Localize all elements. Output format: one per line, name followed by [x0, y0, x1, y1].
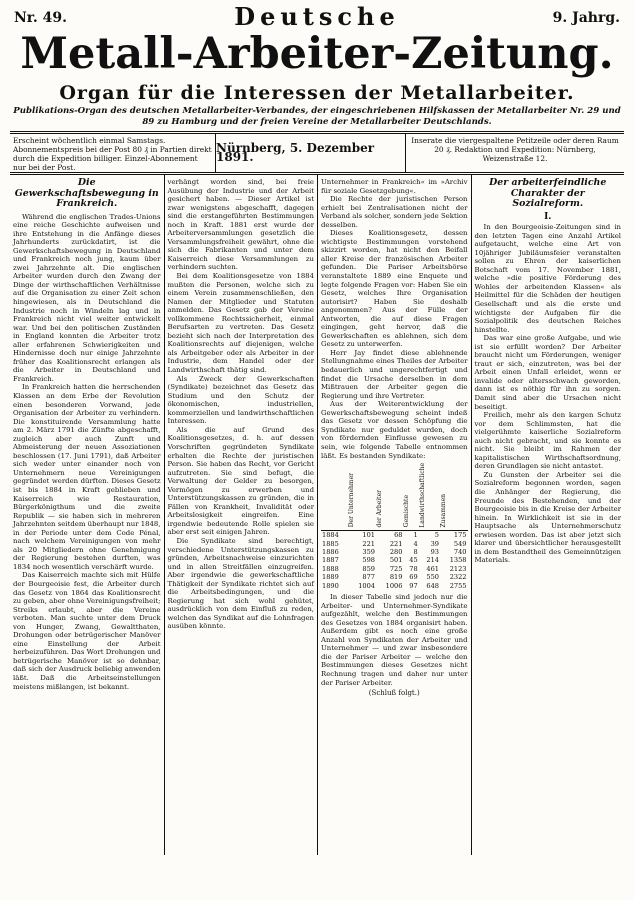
table-cell: 4: [413, 539, 418, 548]
table-cell: 221: [362, 539, 375, 548]
table-header: [321, 463, 348, 531]
table-cell: 1889: [322, 573, 339, 582]
table-cell: 725: [389, 564, 403, 573]
paragraph: Aus der Weiterentwicklung der Gewerkschaftsbewegung scheint indeß das Gesetz vor dessen Schöpfung die Syndikate nur geduldet wurden, doch von fördernden Einflusse gewesen zu sein, wie folgende Tabelle entnommen läßt. Es bestanden Syndikate:: [321, 400, 468, 460]
table-cell: 68: [394, 531, 403, 540]
table-cell: 550: [426, 573, 439, 582]
volume-year: 9. Jahrg.: [552, 10, 620, 26]
table-cell: 1006: [385, 581, 403, 590]
article-columns: [10, 175, 624, 855]
table-header: Gemischte: [403, 463, 418, 531]
table-cell: 39: [430, 539, 439, 548]
table-row: [321, 582, 468, 590]
table-cell: 2123: [449, 564, 467, 573]
table-cell: 69: [409, 573, 418, 582]
table-cell: 1890: [322, 581, 339, 590]
paragraph: Herr Jay findet diese ablehnende Stellungnahme eines Theiles der Arbeiter bedauerlich und ungerechtfertigt und findet die Ursache derselben in dem Mißtrauen der Arbeiter gegen die Regierung und ihre Vertreter.: [321, 348, 468, 400]
table-cell: 359: [362, 548, 375, 556]
table-cell: 1886: [322, 548, 339, 556]
table-cell: 1887: [322, 556, 339, 565]
table-header-row: [321, 463, 468, 531]
table-cell: 221: [389, 539, 403, 548]
paragraph: Während die englischen Trades-Unions eine reiche Geschichte aufweisen und ihre Entstehung in die Anfänge dieses Jahrhunderts zurückdatirt, ist die Gewerkschaftsbewegung in Deutschland und Frankreich noch jung, kaum über zwei Jahrzehnte alt. Die englischen Arbeiter wurden durch den Zwang der Dinge der wirthschaftlichen Verhältnisse auf die Organisation zu einer Zeit schon hingewiesen, als in Deutschland die Industrie noch in Windeln lag und in Frankreich nicht viel weiter entwickelt war. Und bei den politischen Zuständen in England konnten die Arbeiter trotz aller erfahrenen Schwierigkeiten und Hindernisse doch nur einige Jahrzehnte früher das Koalitionsrecht erlangen als die Arbeiter in Deutschland und Frankreich.: [13, 212, 161, 383]
table-header: Der Unternehmer: [348, 463, 375, 531]
newspaper-title: Metall-Arbeiter-Zeitung.: [20, 29, 614, 79]
table-row: [321, 556, 468, 564]
table-row: [321, 531, 468, 540]
column-3: [317, 175, 471, 855]
paragraph: Die Syndikate sind berechtigt, verschiedene Unterstützungskassen zu gründen, Arbeitsnachweise einzurichten und in allen Streitfällen einzugreifen. Aber irgendwie die gewerkschaftliche Thätigkeit der Syndikate richtet sich auf die Arbeitsbedingungen, und die Regierung hat sich wohl gehütet, ausdrücklich von dem Einfluß zu reden, welchen das Syndikat auf die Lohnfragen ausüben könnte.: [167, 536, 314, 631]
table-cell: 877: [362, 573, 375, 582]
paragraph: Das war eine große Aufgabe, und wie ist sie erfüllt worden? Der Arbeiter braucht nicht um Förderungen, weniger traut er sich, einzutreten, was bei der Arbeit einen Unfall erleidet, wenn er invalide oder altersschwach geworden, dann ist es nöthig für ihn zu sorgen. Damit sind aber die Ursachen nicht beseitigt.: [474, 334, 621, 411]
title-top: Deutsche: [234, 2, 400, 31]
table-cell: 740: [453, 548, 467, 556]
table-cell: 549: [453, 539, 467, 548]
paragraph: Als die auf Grund des Koalitionsgesetzes, d. h. auf dessen Vorschriften gegründeten Syndikate erhalten die Rechte der juristischen Person. Sie haben das Recht, vor Gericht aufzutreten. Sie sind befugt, die Verwaltung der Gelder zu besorgen, Vermögen zu erwerben und Unterstützungskassen zu gründen, die in Fällen von Krankheit, Invalidität oder Arbeitslosigkeit eingreifen. Eine irgendwie bedeutende Rolle spielen sie aber erst seit einigen Jahren.: [167, 425, 314, 537]
table-cell: 280: [389, 548, 403, 556]
table-cell: 101: [362, 531, 375, 540]
table-cell: 93: [430, 548, 439, 556]
paragraph: Dieses Koalitionsgesetz, dessen wichtigste Bestimmungen vorstehend skizzirt worden, hat nicht den Beifall aller Kreise der französischen Arbeiter gefunden. Die Pariser Arbeitsbörse veranstaltete 1889 eine Enquete und legte folgende Fragen vor: Haben Sie ein Gesetz, welches Ihre Organisation autorisirt? Haben Sie deshalb angenommen? Aus der Fülle der Antworten, die auf diese Fragen eingingen, geht hervor, daß die Gewerkschaften es ablehnen, sich dem Gesetz zu unterwerfen.: [321, 229, 468, 349]
table-cell: 1885: [322, 539, 339, 548]
table-row: [321, 573, 468, 581]
table-cell: 1358: [449, 556, 467, 565]
advertising-info: Inserate die viergespaltene Petitzeile oder deren Raum 20 ₰. Redaktion und Expedition: Nürnberg, Weizenstraße 12.: [411, 136, 619, 163]
table-cell: 859: [362, 564, 375, 573]
table-row: [321, 548, 468, 556]
table-body: [321, 531, 468, 590]
paragraph: Als Zweck der Gewerkschaften (Syndikate) bezeichnet das Gesetz das Studium und den Schutz der ökonomischen, industriellen, kommerziellen und landwirthschaftlichen Interessen.: [167, 374, 314, 426]
paragraph: In dieser Tabelle sind jedoch nur die Arbeiter- und Unternehmer-Syndikate aufgezählt, welche den Bestimmungen des Gesetzes von 1884 organisirt haben. Außerdem gibt es noch eine große Anzahl von Syndikaten der Arbeiter und Unternehmer — und zwar insbesondere die der Pariser Arbeiter — welche den Bestimmungen dieses Gesetzes nicht Rechnung tragen und daher nur unter der Pariser Arbeiter.: [321, 593, 468, 687]
column-2: [164, 175, 318, 855]
table-cell: 8: [413, 548, 418, 556]
table-header: Landwirthschaftliche: [419, 463, 440, 531]
organ-subtitle: Organ für die Interessen der Metallarbeiter.: [59, 82, 575, 104]
continued-note: (Schluß folgt.): [368, 689, 420, 698]
table-row: [321, 565, 468, 573]
masthead-top-line: [10, 2, 624, 31]
syndicate-table: [321, 463, 468, 590]
paragraph: Das Kaiserreich machte sich mit Hülfe der Bourgeoisie fest, die Arbeiter durch das Gesetz von 1864 das Koalitionsrecht zu geben, aber ohne Vereinigungsfreiheit; Streiks erlaubt, aber die Vereine verboten. Man suchte unter dem Druck von Hunger, Zwang, Gewaltthaten, Drohungen oder betrügerischer Manöver eine Einstellung der Arbeit herbeizuführen. Das Wort Drohungen und betrügerische Manöver ist so dehnbar, daß sich der Ausdruck beliebig anwenden läßt. Daß die Arbeitseinstellungen meistens mißlangen, ist bekannt.: [13, 571, 161, 691]
paragraph: Zu Gunsten der Arbeiter sei die Sozialreform begonnen worden, sagen die Anhänger der Regierung, die Freunde des Bestehenden, und der Bourgeoisie bis in die Kreise der Arbeiter hinein. In Wirklichkeit ist sie in der Hauptsache als Unternehmerschutz erwiesen worden. Das ist aber jetzt sich klarer und übersichtlicher herausgestellt in dem Bestandtheil des Gemeinnützigen Materials.: [474, 470, 621, 565]
column-4: [471, 175, 625, 855]
paragraph: Freilich, mehr als den kargen Schutz vor dem Schlimmsten, hat die vielgerühmte kaiserliche Sozialreform auch nicht gebracht, und sie konnte es nicht. Sie bleibt im Rahmen der kapitalistischen Wirthschaftsordnung, deren Grundlagen sie nicht antastet.: [474, 411, 621, 471]
table-cell: 819: [389, 573, 403, 582]
article-heading: Der arbeiterfeindliche Charakter der Sozialreform.: [489, 177, 607, 209]
table-row: [321, 540, 468, 548]
issue-number: Nr. 49.: [14, 10, 67, 26]
table-cell: 45: [409, 556, 418, 565]
issue-date: Nürnberg, 5. Dezember 1891.: [216, 134, 406, 172]
table-cell: 501: [389, 556, 403, 565]
publication-line: Publikations-Organ des deutschen Metallarbeiter-Verbandes, der eingeschriebenen Hilfskassen der Metallarbeiter Nr. 29 und 89 zu Hamburg und der freien Vereine der Metallarbeiter Deutschlands.: [13, 106, 621, 127]
table-cell: 78: [409, 564, 418, 573]
table-cell: 1: [413, 531, 418, 540]
table-cell: 175: [453, 531, 467, 540]
paragraph: In den Bourgeoisie-Zeitungen sind in den letzten Tagen eine Anzahl Artikel aufgetaucht, welche eine Art von 10jähriger Jubiläumsfeier veranstalten sollen zu Ehren der kaiserlichen Botschaft vom 17. November 1881, welche »die positive Förderung des Wohles der arbeitenden Klassen« als Heilmittel für die Schäden der heutigen Gesellschaft und als die erste und wichtigste der Aufgaben für die Sozialpolitik des deutschen Reiches hinstellte.: [474, 223, 621, 334]
table-cell: 5: [434, 531, 439, 540]
paragraph: Die Rechte der juristischen Person erhielt bei Zentralisationen nicht der Verband als solcher, sondern jede Sektion desselben.: [321, 195, 468, 229]
paragraph: Unternehmer in Frankreich« im »Archiv für soziale Gesetzgebung«.: [321, 178, 468, 195]
column-1: [10, 175, 164, 855]
table-cell: 598: [362, 556, 375, 565]
table-cell: 648: [426, 581, 439, 590]
table-cell: 1888: [322, 564, 339, 573]
paragraph: verhängt worden sind, bei freie Ausübung der Industrie und der Arbeit gesichert haben. — Dieser Artikel ist zwar wenigstens abgeschafft, dagegen sind die erstangeführten Bestimmungen noch in Kraft. 1881 erst wurde der Arbeiterversammlungen gesetzlich die Versammlungsfreiheit gewährt, ohne die sich die Fabrikanten und unter dem Kaiserreich diese Versammlungen zu verhindern suchten.: [167, 178, 314, 272]
info-bar: [10, 134, 624, 172]
table-cell: 2322: [449, 573, 467, 582]
section-number: I.: [544, 211, 552, 222]
table-header: Zusammen: [440, 463, 468, 531]
table-header: der Arbeiter: [376, 463, 403, 531]
paragraph: Bei dem Koalitionsgesetze von 1884 mußten die Personen, welche sich zu einem Verein zusammenschließen, den Namen der Mitglieder und Statuten anmelden. Das Gesetz gab der Vereine vollkommene Rechtssicherheit, einmal Berufsarten zu vertreten. Das Gesetz bezieht sich nach der Interpretation des Koalitionsrechts auf diejenigen, welche als Arbeitgeber oder als Arbeiter in der Industrie, dem Handel oder der Landwirthschaft thätig sind.: [167, 272, 314, 375]
table-cell: 2755: [449, 581, 467, 590]
table-cell: 97: [409, 581, 418, 590]
table-cell: 214: [426, 556, 439, 565]
table-cell: 1004: [358, 581, 375, 590]
paragraph: In Frankreich hatten die herrschenden Klassen an dem Erbe der Revolution einen besonderen Vorwand, jede Organisation der Arbeiter zu verhindern. Die konstituirende Versammlung hatte am 2. März 1791 die Zünfte abgeschafft, zugleich aber auch Zunft und Abmeisterung der neuen Assoziationen beschlossen (17. Juni 1791), daß Arbeiter sich weder unter einander noch von Unternehmern neue Vereinigungen gegründet werden dürften. Dieses Gesetz ist bis 1884 in Kraft geblieben und Kaiserreich wie Restauration, Bürgerkönigthum und die zweite Republik — sie haben sich in mehreren Jahrzehnten seitdem überhaupt nur 1848, in der Periode unter dem Code Pénal, nach welchem Vereinigungen von mehr als 20 Mitgliedern ohne Genehmigung der Regierung bestehen durften, was 1834 noch wesentlich verschärft wurde.: [13, 383, 161, 571]
article-heading: Die Gewerkschaftsbewegung in Frankreich.: [14, 177, 159, 209]
table-cell: 1884: [322, 531, 339, 540]
subscription-info: Erscheint wöchentlich einmal Samstags. Abonnementspreis bei der Post 80 ₰ in Partien direkt durch die Expedition billiger. Einzel-Abonnement nur bei der Post.: [10, 134, 216, 172]
table-cell: 461: [426, 564, 439, 573]
